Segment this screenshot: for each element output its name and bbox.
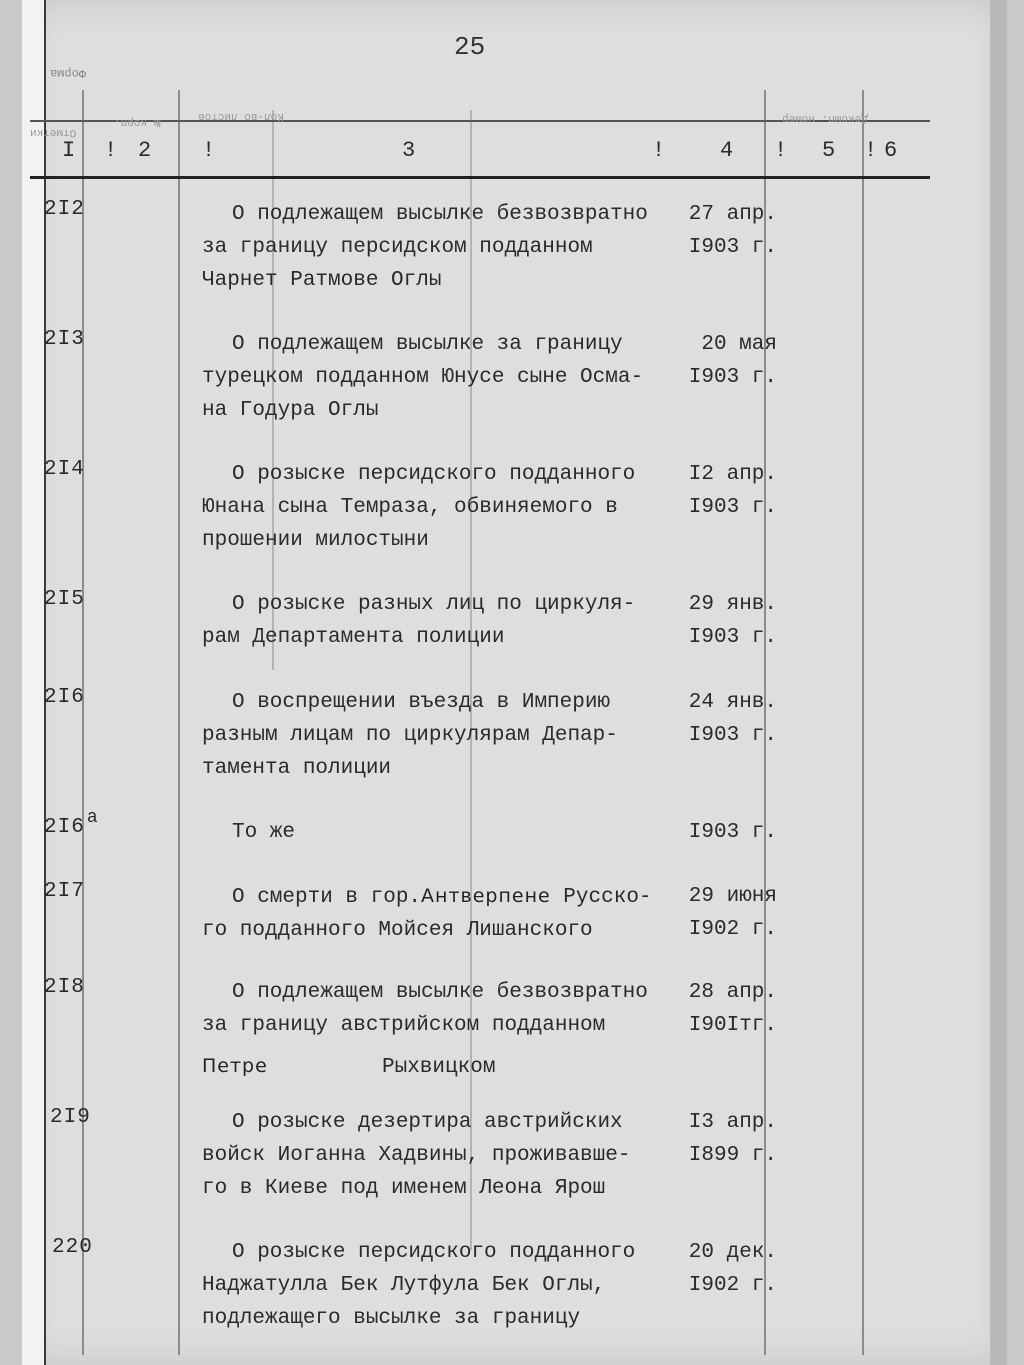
date-line: I903 г. [688,821,777,844]
ghost-header-5: Декомп. номер [782,112,868,124]
title-line: О розыске персидского подданного [232,1241,636,1264]
handwritten-insert: Петре [202,1055,268,1077]
title-line: Юнана сына Темраза, обвиняемого в [202,496,618,519]
title-line: войск Иоганна Хадвины, проживавше- [202,1144,631,1167]
record-date [667,976,777,1042]
record-number: 2I8 [44,976,85,999]
record-title [202,976,672,1084]
date-line: I902 г. [688,1274,777,1297]
title-line: за границу персидском подданном [202,236,593,259]
title-line: го подданного Мойсея Лишанского [202,919,593,942]
ghost-header-2: № корп. [114,116,161,128]
date-line: 29 июня [688,885,777,908]
title-line: О воспрещении въезда в Империю [232,691,611,714]
title-line: турецком подданном Юнусе сыне Осма- [202,366,644,389]
record-number: 2I7 [44,880,85,903]
date-line: I903 г. [688,626,777,649]
header-col-2: 2 [138,138,152,163]
date-line: 28 апр. [688,981,777,1004]
record-date [667,816,777,849]
title-line: на Годура Оглы [202,399,379,422]
title-line: тамента полиции [202,757,392,780]
page-number: 25 [454,32,486,62]
title-line [202,880,672,914]
record-number-suffix: а [86,808,99,828]
title-line: Чарнет Ратмове Оглы [202,269,442,292]
record-date [667,686,777,752]
column-rule-2 [178,90,180,1355]
record-number-main: 2I6 [44,816,85,839]
title-line: О подлежащем высылке безвозвратно [232,981,648,1004]
header-separator: ! [202,138,216,163]
title-text: О смерти в гор. [232,886,422,909]
date-line: I903 г. [688,366,777,389]
record-date [667,1236,777,1302]
title-line: О розыске дезертира австрийских [232,1111,623,1134]
title-line: за границу австрийском подданном [202,1014,606,1037]
header-separator: ! [104,138,118,163]
ghost-header-4: Кол-во листов [198,110,284,122]
header-col-1: I [62,138,76,163]
title-line: рам Департамента полиции [202,626,505,649]
header-col-3: 3 [402,138,416,163]
record-number: 220 [52,1236,93,1259]
binding-edge [22,0,46,1365]
header-col-6: 6 [884,138,898,163]
record-title [202,458,672,557]
record-title [202,198,672,297]
title-line: То же [232,821,296,844]
header-separator: ! [864,138,878,163]
column-rule-1 [82,90,84,1355]
title-line: разным лицам по циркулярам Депар- [202,724,618,747]
title-line: О розыске разных лиц по циркуля- [232,593,636,616]
record-title [202,880,672,947]
date-line: 20 дек. [688,1241,777,1264]
title-line: О подлежащем высылке за границу [232,333,623,356]
record-number: 2I2 [44,198,85,221]
record-number: 2I5 [44,588,85,611]
date-line: I2 апр. [688,463,777,486]
column-rule-6 [862,90,864,1355]
record-date [667,588,777,654]
ghost-header-1: Отметки [30,126,77,138]
column-header-row [52,138,932,178]
page-shadow-edge [990,0,1007,1365]
record-date [667,328,777,394]
title-text: Русско- [550,886,652,909]
date-line: 27 апр. [688,203,777,226]
record-date [667,458,777,524]
record-number: 2I6 [44,686,85,709]
header-separator: ! [774,138,788,163]
form-label: Форма [50,66,87,80]
header-col-5: 5 [822,138,836,163]
title-line: О подлежащем высылке безвозвратно [232,203,648,226]
title-line: прошении милостыни [202,529,429,552]
date-line: I3 апр. [688,1111,777,1134]
record-title [202,328,672,427]
document-page [22,0,1007,1365]
handwritten-insert: Антверпене [421,885,551,907]
record-number: 2I9 [50,1106,91,1129]
record-title [202,686,672,785]
record-date [667,198,777,264]
date-line: 24 янв. [688,691,777,714]
date-line: I903 г. [688,724,777,747]
header-col-4: 4 [720,138,734,163]
title-text: Рыхвицком [382,1056,496,1079]
date-line: I899 г. [688,1144,777,1167]
title-line [202,1042,672,1084]
record-number: 2I3 [44,328,85,351]
date-line: 20 мая [701,333,777,356]
date-line: 29 янв. [688,593,777,616]
date-line: I902 г. [688,918,777,941]
record-title [202,816,672,849]
date-line: I903 г. [688,496,777,519]
record-date [667,1106,777,1172]
date-line: I90Iтг. [688,1014,777,1037]
record-title [202,1236,672,1335]
record-date [667,880,777,946]
record-number: 2I4 [44,458,85,481]
header-separator: ! [652,138,666,163]
record-title [202,588,672,654]
title-line: го в Киеве под именем Леона Ярош [202,1177,606,1200]
record-number [44,808,99,839]
title-line: Наджатулла Бек Лутфула Бек Оглы, [202,1274,606,1297]
record-title [202,1106,672,1205]
title-line: О розыске персидского подданного [232,463,636,486]
title-line: подлежащего высылке за границу [202,1307,581,1330]
date-line: I903 г. [688,236,777,259]
